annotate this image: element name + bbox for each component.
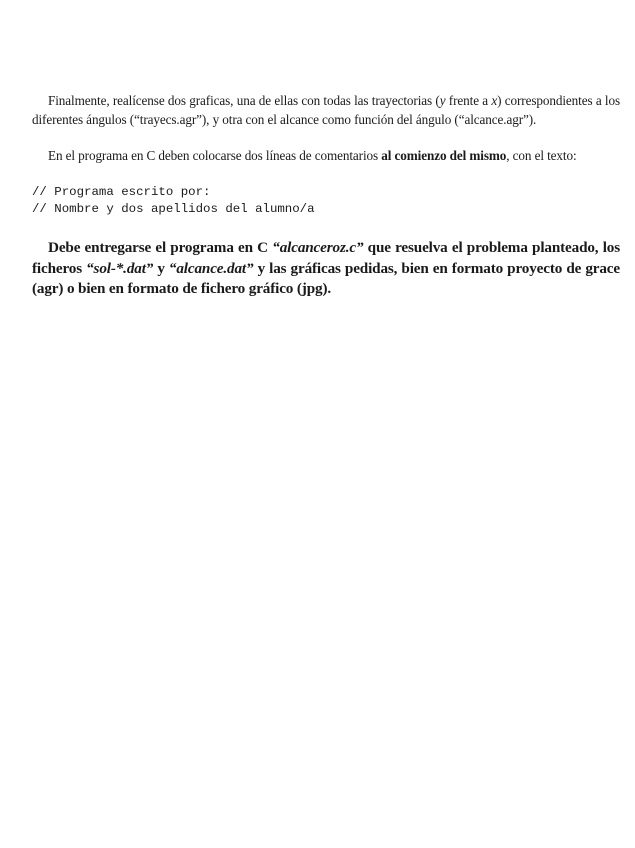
p1-text-end: ) correspondientes a los diferentes ángulos (“trayecs.agr”), y otra con el alcance como función del ángulo (“alcance.agr”). [32,93,620,127]
paragraph-graphs-instructions [32,92,620,129]
paragraph-comments-instructions [32,147,620,166]
p3-text-1: Debe entregarse el programa en C [48,239,273,256]
p1-text-mid: frente a [445,93,492,108]
filename-sol-dat: “sol-*.dat” [86,259,154,277]
filename-c-program: “alcanceroz.c” [272,239,364,256]
p2-bold-text: al comienzo del mismo [381,148,507,163]
var-x: x [491,93,498,108]
p3-text-3: y [153,259,169,277]
p3-text-4: y las gráficas pedidas, bien en formato proyecto de grace (agr) o bien en formato de fichero gráfico (jpg). [32,259,620,298]
filename-alcance-dat: “alcance.dat” [168,259,254,277]
p1-text-start: Finalmente, realícense dos graficas, una de ellas con todas las trayectorias ( [48,93,440,108]
p3-text-2: que resuelva el problema planteado, los ficheros [32,239,620,277]
p2-text-end: , con el texto: [506,148,577,163]
var-y: y [439,93,446,108]
code-line-name: // Nombre y dos apellidos del alumno/a [32,202,315,216]
paragraph-deliverables [32,238,620,300]
p2-text-start: En el programa en C deben colocarse dos líneas de comentarios [48,148,382,163]
code-line-author: // Programa escrito por: [32,185,211,199]
